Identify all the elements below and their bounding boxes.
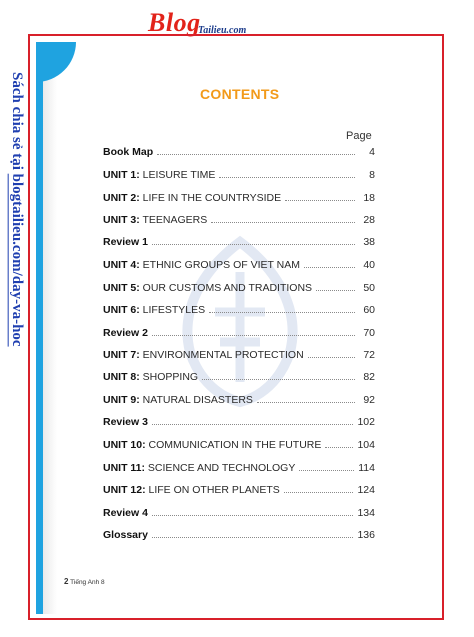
toc-entry-name: ETHNIC GROUPS OF VIET NAM — [139, 259, 300, 271]
toc-page-number: 18 — [363, 192, 375, 204]
toc-leader-dots — [304, 266, 355, 268]
toc-entry-title — [103, 416, 148, 428]
toc-row[interactable] — [103, 347, 375, 361]
toc-page-number: 28 — [363, 214, 375, 226]
toc-row[interactable] — [103, 257, 375, 271]
toc-leader-dots — [325, 446, 353, 448]
toc-leader-dots — [219, 176, 355, 178]
toc-entry-label: UNIT 5: — [103, 282, 140, 294]
toc-entry-label: Glossary — [103, 529, 148, 541]
toc-entry-name: COMMUNICATION IN THE FUTURE — [145, 439, 322, 451]
toc-entry-name: OUR CUSTOMS AND TRADITIONS — [139, 282, 313, 294]
toc-entry-title — [103, 169, 215, 181]
toc-row[interactable] — [103, 144, 375, 158]
toc-entry-title — [103, 214, 207, 226]
toc-entry-label: UNIT 2: — [103, 192, 140, 204]
toc-page-number: 70 — [363, 327, 375, 339]
page-title: CONTENTS — [200, 86, 280, 102]
toc-page-number: 60 — [363, 304, 375, 316]
toc-entry-label: UNIT 1: — [103, 169, 140, 181]
toc-entry-label: UNIT 3: — [103, 214, 140, 226]
logo-sub-text: Tailieu.com — [198, 25, 247, 36]
toc-row[interactable] — [103, 369, 375, 383]
toc-entry-title — [103, 484, 280, 496]
toc-leader-dots — [152, 243, 355, 245]
toc-page-number: 72 — [363, 349, 375, 361]
page-column-label: Page — [346, 130, 372, 142]
toc-row[interactable] — [103, 482, 375, 496]
logo-blog-text: Blog — [148, 8, 201, 37]
toc-entry-label: Review 3 — [103, 416, 148, 428]
toc-row[interactable] — [103, 302, 375, 316]
toc-entry-title — [103, 192, 281, 204]
toc-row[interactable] — [103, 505, 375, 519]
side-link[interactable]: blogtailieu.com/day-va-hoc — [9, 173, 25, 347]
toc-page-number: 50 — [363, 282, 375, 294]
toc-page-number: 38 — [363, 236, 375, 248]
toc-leader-dots — [202, 378, 355, 380]
toc-entry-label: Review 2 — [103, 327, 148, 339]
toc-entry-title — [103, 259, 300, 271]
toc-page-number: 104 — [357, 439, 375, 451]
side-prefix: Sách chia sẻ tại — [9, 72, 25, 174]
toc-leader-dots — [152, 514, 354, 516]
toc-row[interactable] — [103, 167, 375, 181]
toc-entry-title — [103, 236, 148, 248]
toc-page-number: 124 — [357, 484, 375, 496]
toc-row[interactable] — [103, 527, 375, 541]
toc-row[interactable] — [103, 325, 375, 339]
toc-leader-dots — [152, 423, 354, 425]
toc-entry-title — [103, 507, 148, 519]
toc-entry-label: UNIT 7: — [103, 349, 140, 361]
toc-entry-name: LEISURE TIME — [139, 169, 216, 181]
toc-entry-title — [103, 349, 304, 361]
toc-row[interactable] — [103, 190, 375, 204]
toc-leader-dots — [316, 289, 355, 291]
toc-page-number: 134 — [357, 507, 375, 519]
toc-entry-title — [103, 529, 148, 541]
toc-leader-dots — [299, 469, 354, 471]
toc-row[interactable] — [103, 280, 375, 294]
page-footer — [64, 577, 105, 586]
footer-page-number: 2 — [64, 577, 69, 586]
toc-leader-dots — [308, 356, 355, 358]
toc-row[interactable] — [103, 437, 375, 451]
toc-page-number: 40 — [363, 259, 375, 271]
toc-row[interactable] — [103, 234, 375, 248]
toc-leader-dots — [285, 199, 355, 201]
toc-leader-dots — [209, 311, 355, 313]
toc-page-number: 92 — [363, 394, 375, 406]
toc-leader-dots — [211, 221, 355, 223]
toc-entry-label: UNIT 8: — [103, 371, 140, 383]
toc-leader-dots — [157, 153, 355, 155]
toc-entry-name: ENVIRONMENTAL PROTECTION — [139, 349, 304, 361]
toc-leader-dots — [152, 536, 354, 538]
toc-entry-title — [103, 462, 295, 474]
toc-entry-label: UNIT 9: — [103, 394, 140, 406]
toc-entry-name: SHOPPING — [139, 371, 199, 383]
toc-entry-title — [103, 439, 321, 451]
toc-entry-name: NATURAL DISASTERS — [139, 394, 253, 406]
toc-leader-dots — [257, 401, 355, 403]
toc-page-number: 4 — [369, 146, 375, 158]
toc-entry-name: LIFE IN THE COUNTRYSIDE — [139, 192, 282, 204]
toc-entry-name: LIFE ON OTHER PLANETS — [145, 484, 280, 496]
toc-entry-title — [103, 146, 153, 158]
toc-entry-title — [103, 304, 205, 316]
footer-book-title: Tiếng Anh 8 — [70, 579, 105, 586]
toc-entry-label: UNIT 10: — [103, 439, 146, 451]
toc-page-number: 114 — [358, 462, 375, 474]
toc-entry-title — [103, 282, 312, 294]
toc-entry-label: Book Map — [103, 146, 154, 158]
toc-row[interactable] — [103, 212, 375, 226]
toc-entry-label: Review 4 — [103, 507, 148, 519]
toc-row[interactable] — [103, 392, 375, 406]
toc-entry-name: SCIENCE AND TECHNOLOGY — [145, 462, 296, 474]
toc-entry-name: LIFESTYLES — [139, 304, 206, 316]
toc-row[interactable] — [103, 460, 375, 474]
toc-entry-title — [103, 371, 198, 383]
toc-entry-name: TEENAGERS — [139, 214, 208, 226]
side-watermark-text — [8, 72, 25, 347]
toc-entry-label: UNIT 4: — [103, 259, 140, 271]
toc-entry-label: UNIT 12: — [103, 484, 146, 496]
toc-page-number: 8 — [369, 169, 375, 181]
toc-entry-label: UNIT 6: — [103, 304, 140, 316]
toc-entry-label: UNIT 11: — [103, 462, 146, 474]
toc-entry-title — [103, 327, 148, 339]
toc-leader-dots — [152, 334, 355, 336]
toc-page-number: 82 — [363, 371, 375, 383]
toc-entry-label: Review 1 — [103, 236, 148, 248]
toc-page-number: 102 — [357, 416, 375, 428]
toc-leader-dots — [284, 491, 354, 493]
toc-page-number: 136 — [357, 529, 375, 541]
toc-entry-title — [103, 394, 253, 406]
toc-row[interactable] — [103, 414, 375, 428]
